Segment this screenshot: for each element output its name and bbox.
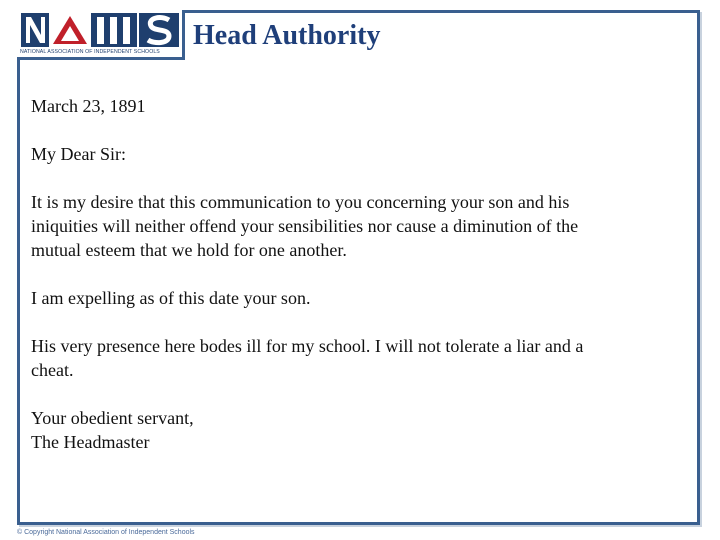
paragraph-line: cheat. bbox=[31, 360, 74, 380]
page-title: Head Authority bbox=[193, 20, 381, 51]
nais-logo-icon bbox=[21, 13, 181, 49]
signature-text: The Headmaster bbox=[31, 432, 150, 452]
paragraph-line: His very presence here bodes ill for my school. I will not tolerate a liar and a bbox=[31, 336, 584, 356]
letter-body bbox=[31, 94, 671, 478]
letter-paragraph-3 bbox=[31, 334, 671, 382]
letter-paragraph-2: I am expelling as of this date your son. bbox=[31, 288, 311, 308]
logo-caption: NATIONAL ASSOCIATION OF INDEPENDENT SCHOOLS bbox=[20, 49, 160, 55]
copyright-footer: © Copyright National Association of Independent Schools bbox=[17, 529, 195, 536]
paragraph-line: mutual esteem that we hold for one another. bbox=[31, 240, 347, 260]
letter-salutation: My Dear Sir: bbox=[31, 144, 126, 164]
letter-paragraph-1 bbox=[31, 190, 671, 262]
nais-logo bbox=[17, 10, 185, 60]
letter-date: March 23, 1891 bbox=[31, 96, 146, 116]
paragraph-line: iniquities will neither offend your sensibilities nor cause a diminution of the bbox=[31, 216, 579, 236]
letter-closing bbox=[31, 406, 671, 454]
paragraph-line: It is my desire that this communication to you concerning your son and his bbox=[31, 192, 570, 212]
closing-text: Your obedient servant, bbox=[31, 408, 194, 428]
